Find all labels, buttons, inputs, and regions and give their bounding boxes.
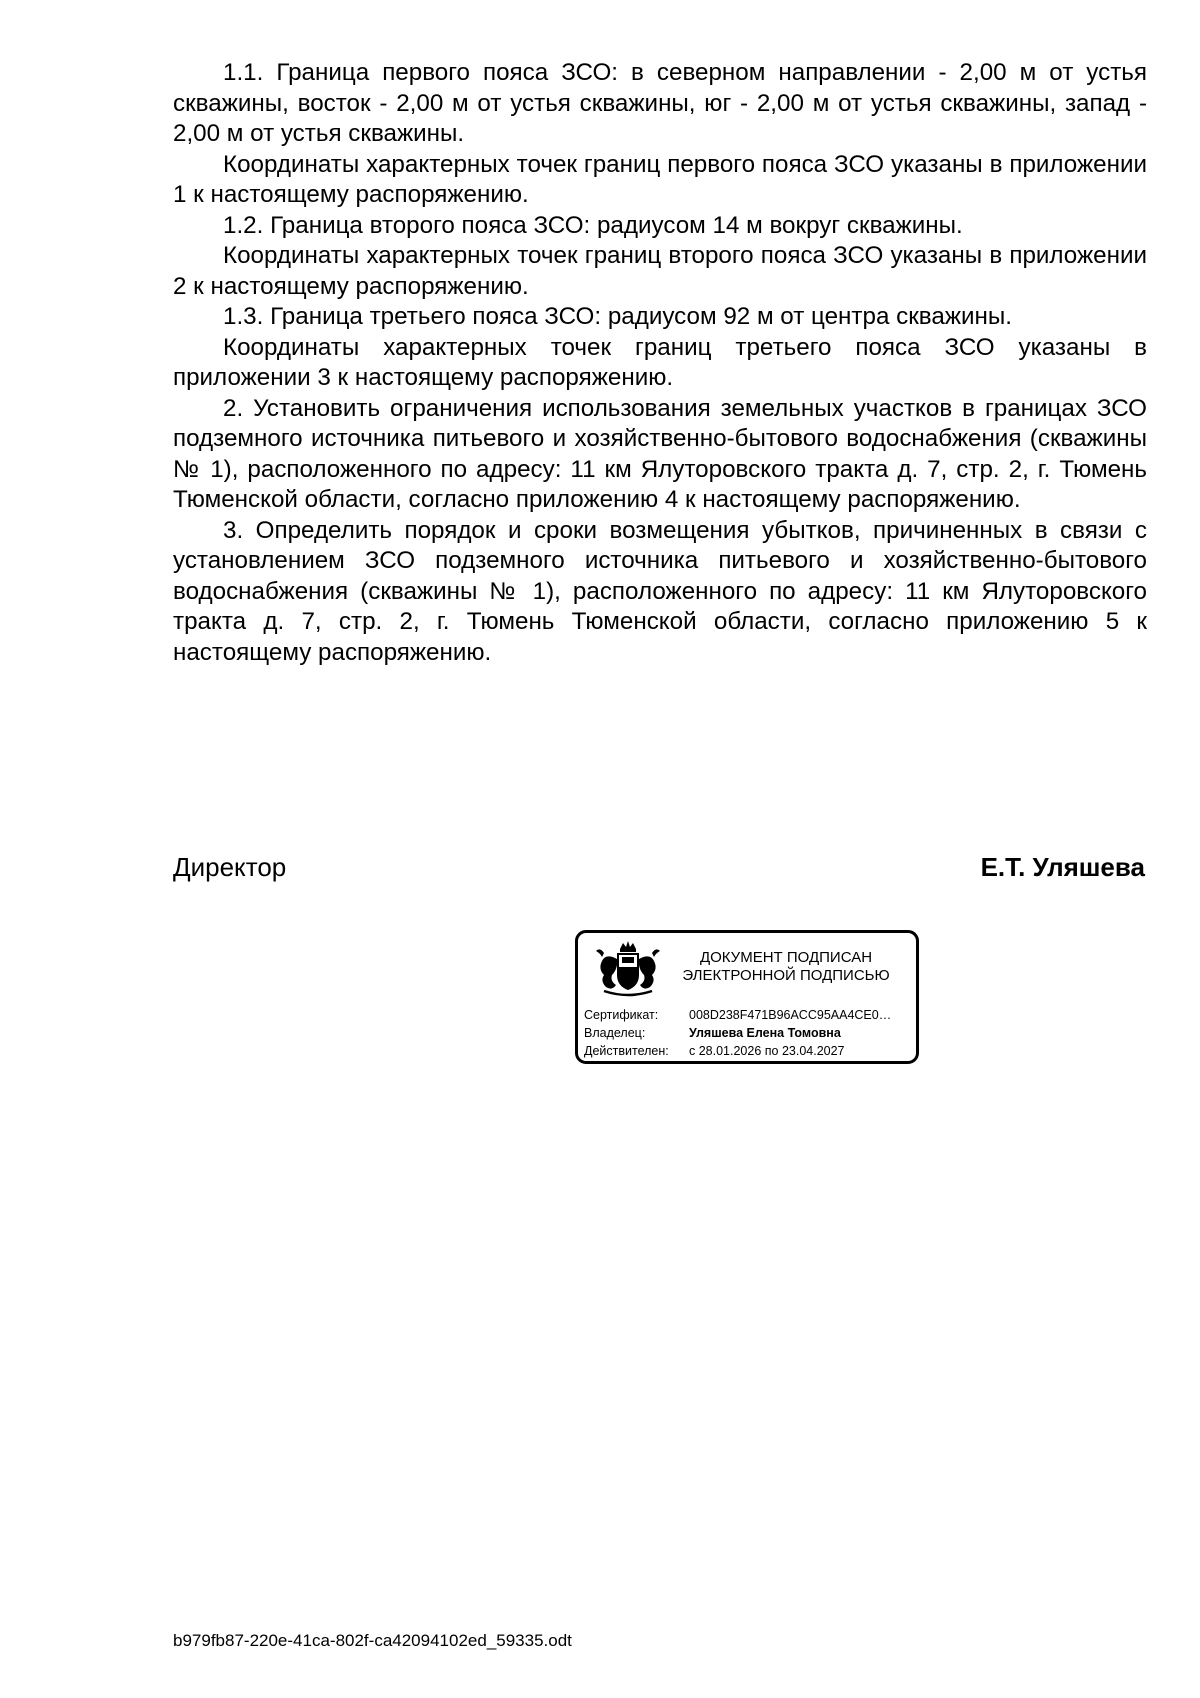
paragraph-coords-zone-2: Координаты характерных точек границ второго пояса ЗСО указаны в приложении 2 к настоящему распоряжению.	[173, 242, 1147, 300]
stamp-header	[666, 949, 906, 985]
owner-label: Владелец:	[584, 1026, 646, 1040]
validity-value: с 28.01.2026 по 23.04.2027	[689, 1044, 845, 1058]
document-body	[173, 58, 1147, 668]
paragraph-1-1: 1.1. Граница первого пояса ЗСО: в северном направлении - 2,00 м от устья скважины, восток - 2,00 м от устья скважины, юг - 2,00 м от устья скважины, запад - 2,00 м от устья скважины.	[173, 59, 1147, 147]
stamp-header-line-1: ДОКУМЕНТ ПОДПИСАН	[699, 949, 873, 966]
paragraph-2: 2. Установить ограничения использования земельных участков в границах ЗСО подземного источника питьевого и хозяйственно-бытового водоснабжения (скважины № 1), расположенного по адресу: 11 км Ялуторовского тракта д. 7, стр. 2, г. Тюмень Тюменской области, согласно приложению 4 к настоящему распоряжению.	[173, 394, 1147, 513]
signatory-position: Директор	[173, 852, 287, 882]
certificate-label: Сертификат:	[584, 1008, 659, 1022]
paragraph-1-3: 1.3. Граница третьего пояса ЗСО: радиусом 92 м от центра скважины.	[223, 303, 1012, 330]
stamp-certificate-row	[584, 1007, 891, 1023]
paragraph-3: 3. Определить порядок и сроки возмещения убытков, причиненных в связи с установлением ЗСО подземного источника питьевого и хозяйственно-бытового водоснабжения (скважины № 1), расположенного по адресу: 11 км Ялуторовского тракта д. 7, стр. 2, г. Тюмень Тюменской области, согласно приложению 5 к настоящему распоряжению.	[173, 516, 1147, 666]
signatory-name: Е.Т. Уляшева	[980, 852, 1145, 882]
coat-of-arms-icon	[590, 939, 666, 1001]
owner-value: Уляшева Елена Томовна	[689, 1026, 841, 1040]
stamp-owner-row	[584, 1025, 841, 1041]
paragraph-1-2: 1.2. Граница второго пояса ЗСО: радиусом 14 м вокруг скважины.	[223, 211, 963, 239]
stamp-header-line-2: ЭЛЕКТРОННОЙ ПОДПИСЬЮ	[682, 967, 890, 984]
certificate-value: 008D238F471B96ACC95AA4CE0…	[689, 1008, 892, 1022]
electronic-signature-stamp	[575, 930, 919, 1064]
paragraph-coords-zone-1: Координаты характерных точек границ первого пояса ЗСО указаны в приложении 1 к настоящему распоряжению.	[173, 150, 1147, 208]
footer-filename: b979fb87-220e-41ca-802f-ca42094102ed_59335.odt	[173, 1631, 572, 1650]
validity-label: Действителен:	[584, 1044, 669, 1058]
paragraph-coords-zone-3: Координаты характерных точек границ третьего пояса ЗСО указаны в приложении 3 к настоящему распоряжению.	[173, 333, 1147, 391]
stamp-validity-row	[584, 1043, 845, 1059]
